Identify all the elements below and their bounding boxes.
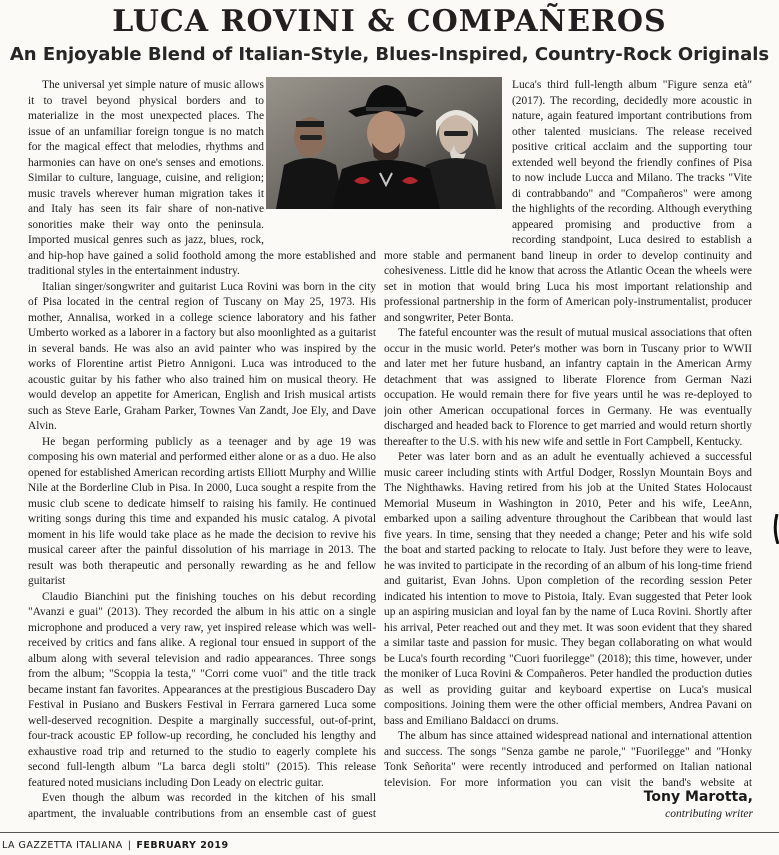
paragraph: Even though the album was recorded in the kitchen of his small apartment, the invaluable contributions from an ensemble cast of guest	[28, 792, 376, 820]
paragraph: Claudio Bianchini put the finishing touches on his debut recording "Avanzi e guai" (2013). They recorded the album in his attic on a single microphone and produced a very raw, yet inspired release which was well-received by critics and fans alike. A regional tour ensued in support of the album along with several television and radio appearances. Three songs from the album; "Scoppia la testa," "Corri come vuoi" and the title track became instant fan favorites. Appearances at the prestigious Buscadero Day Festival in Pusiano and Buskers Festival in Ferrara garnered Luca some well-deserved recognition. Despite a marginally successful, out-of-print, four-track acoustic EP follow-up recording, he concluded his lengthy and exhaustive road trip and returned to the studio to eagerly complete his second full-length album "La barca degli stolti" (2015). This release featured noted musicians including Don Leady on electric guitar.	[28, 590, 376, 789]
photo-float-spacer	[384, 78, 512, 236]
subheadline: An Enjoyable Blend of Italian-Style, Blues-Inspired, Country-Rock Originals	[9, 44, 770, 65]
photo-float-spacer	[264, 78, 376, 236]
headline: LUCA ROVINI & COMPAÑEROS	[112, 4, 667, 39]
footer-separator: |	[127, 840, 132, 851]
paragraph: Italian singer/songwriter and guitarist Luca Rovini was born in the city of Pisa located in the central region of Tuscany on May 25, 1973. His mother, Annalisa, worked in a college science laboratory and his father Umberto worked as a laborer in a factory but also moonlighted as a guitarist in several bands. He was also an avid painter who was inspired by the works of Florentine artist Pietro Annigoni. Luca was introduced to the acoustic guitar by his father who also trained him on musical theory. He would develop an appetite for American, English and Irish musical artists such as Steve Earle, Graham Parker, Townes Van Zandt, Joe Ely, and Dave Alvin.	[28, 280, 376, 432]
author-name: Tony Marotta,	[643, 789, 753, 805]
author-role: contributing writer	[665, 808, 753, 820]
paragraph: The album has since attained widespread national and international attention and success. The songs "Senza gambe ne parole," "Fuorilegge" and "Honky Tonk Señorita" were recently introduced and performed on Italian national television. For more information you can visit the band's website at	[384, 730, 752, 788]
publication-name: LA GAZZETTA ITALIANA	[2, 840, 123, 851]
right-column	[384, 78, 752, 788]
page-edge-mark-icon	[771, 514, 779, 544]
paragraph: Peter was later born and as an adult he eventually achieved a successful music career including stints with Artful Dodger, Rosslyn Mountain Boys and The Nighthawks. Having retired from his job at the United States Holocaust Memorial Museum in Washington in 2010, Peter and his wife, LeeAnn, embarked upon a sailing adventure throughout the Caribbean that would last five years. In time, sensing that they needed a change; Peter and his wife sold the boat and started packing to relocate to Italy. Just before they were to leave, he was invited to participate in the recording of an album of his long-time friend and guitarist, Evan Johns. Upon completion of the recording session Peter indicated his intention to move to Pistoia, Italy. Evan suggested that Peter look up an aspiring musician and loyal fan by the name of Luca Rovini. Shortly after his arrival, Peter reached out and they met. It was soon evident that they shared a similar taste and passion for music. They began collaborating on what would be Luca's fourth recording "Cuori fuorilegge" (2018); this time, however, under the moniker of Luca Rovini & Compañeros. Peter handled the production duties as well as providing guitar and keyboard expertise on Luca's musical compositions. Joining them were the other official members, Andrea Pavani on bass and Emiliano Baldacci on drums.	[384, 451, 752, 727]
paragraph: Luca's third full-length album "Figure senza età" (2017). The recording, decidedly more acoustic in nature, again featured important contributions from other talented musicians. The release received positive critical acclaim and the supporting tour extended well beyond the friendly confines of Pisa to now include Lucca and Milano. The tracks "Vite di contrabbando" and "Compañeros" were among the highlights of the recording. Although everything appeared promising and productive from a recording standpoint, Luca desired to establish a more stable and permanent band lineup in order to develop continuity and cohesiveness. Little did he know that across the Atlantic Ocean the wheels were set in motion that would bring Luca his most important relationship and professional partnership in the form of American poly-instrumentalist, producer and songwriter, Peter Bonta.	[384, 79, 752, 324]
paragraph: He began performing publicly as a teenager and by age 19 was composing his own material and performed either alone or as a duo. He also opened for established American recording artists Elliott Murphy and Willie Nile at the Borderline Club in Pisa. In 2000, Luca sought a respite from the music club scene to dedicate himself to raising his family. He continued writing songs during this time and expanded his music catalog. A pivotal moment in his life would take place as he made the decision to revive his musical career after the painful dissolution of his marriage in 2013. The result was both therapeutic and personally rewarding as he and fellow guitarist	[28, 435, 376, 587]
paragraph: The fateful encounter was the result of mutual musical associations that often occur in the music world. Peter's mother was born in Tuscany prior to WWII and later met her future husband, an infantry captain in the American Army detachment that was assigned to liberate Florence from German Nazi occupation. He would remain there for five years until he was re-deployed to join other American occupational forces in Germany. He was eventually discharged and headed back to Florence to get married and would return shortly thereafter to the U.S. with his new wife and settle in Fort Campbell, Kentucky.	[384, 327, 752, 448]
issue-date: FEBRUARY 2019	[136, 840, 229, 851]
footer	[2, 840, 229, 851]
paragraph: The universal yet simple nature of music allows it to travel beyond physical borders and to materialize in the most unexpected places. The issue of an unfamiliar foreign tongue is no match for the magical effect that melodies, rhythms and harmonies can have on one's senses and emotions. Similar to culture, language, cuisine, and religion; music travels wherever human migration takes it and Italy has seen its fair share of non-native sonorities make their way onto the peninsula. Imported musical genres such as jazz, blues, rock, and hip-hop have gained a solid foothold among the more established and traditional styles in the entertainment industry.	[28, 79, 376, 277]
left-column	[28, 78, 376, 822]
footer-divider	[0, 832, 779, 833]
